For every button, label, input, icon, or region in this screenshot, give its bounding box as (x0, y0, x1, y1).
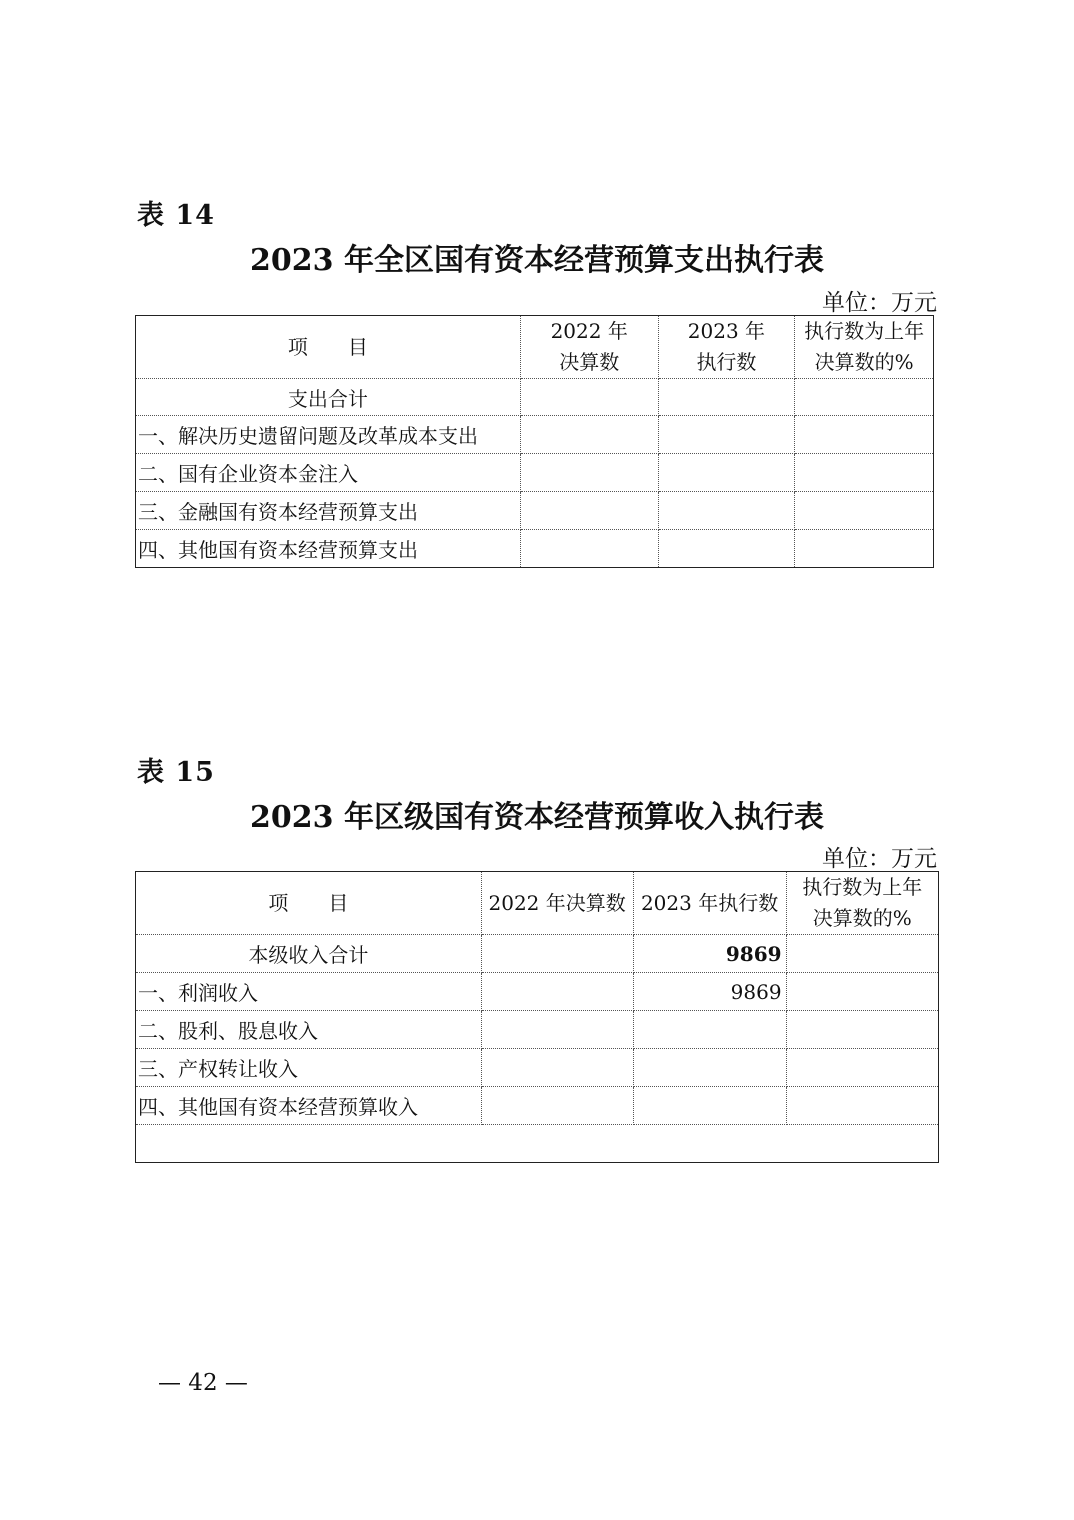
table14-header-row (136, 316, 934, 379)
table14-header-item: 项 目 (136, 316, 521, 379)
row-item: 支出合计 (136, 379, 521, 416)
row-item: 二、国有企业资本金注入 (136, 454, 521, 492)
table15-header-2022: 2022 年决算数 (481, 872, 633, 935)
row-ratio (795, 492, 934, 530)
table14-label: 表 14 (137, 200, 215, 231)
table-row (136, 530, 934, 568)
table-row (136, 1011, 939, 1049)
row-2023 (658, 492, 795, 530)
table14-unit: 单位：万元 (822, 290, 937, 316)
row-item: 四、其他国有资本经营预算收入 (136, 1087, 482, 1125)
row-ratio (795, 416, 934, 454)
table15-unit: 单位：万元 (822, 846, 937, 872)
row-item: 四、其他国有资本经营预算支出 (136, 530, 521, 568)
table-row (136, 935, 939, 973)
row-2022 (520, 492, 658, 530)
row-2023: 9869 (633, 973, 786, 1011)
empty-cell (136, 1125, 939, 1163)
row-2023: 9869 (633, 935, 786, 973)
row-item: 本级收入合计 (136, 935, 482, 973)
row-2022 (520, 416, 658, 454)
row-ratio (786, 1011, 938, 1049)
table-row (136, 379, 934, 416)
table-row (136, 492, 934, 530)
table-row (136, 1049, 939, 1087)
row-2023 (633, 1049, 786, 1087)
row-ratio (786, 1049, 938, 1087)
row-2022 (520, 530, 658, 568)
row-2023 (633, 1011, 786, 1049)
row-2022 (520, 379, 658, 416)
table14-header-ratio-line1: 执行数为上年 (804, 319, 925, 343)
table14-header-2023 (658, 316, 795, 379)
table14 (135, 315, 934, 568)
table15-header-2023: 2023 年执行数 (633, 872, 786, 935)
table-row-empty (136, 1125, 939, 1163)
row-2023 (633, 1087, 786, 1125)
row-2022 (520, 454, 658, 492)
row-ratio (795, 379, 934, 416)
row-2023 (658, 530, 795, 568)
row-ratio (786, 1087, 938, 1125)
table14-header-ratio (795, 316, 934, 379)
table14-header-ratio-line2: 决算数的% (814, 350, 914, 374)
row-ratio (795, 530, 934, 568)
table14-header-2022 (520, 316, 658, 379)
row-ratio (786, 973, 938, 1011)
table15-header-row (136, 872, 939, 935)
row-ratio (786, 935, 938, 973)
page-number: — 42 — (158, 1370, 248, 1396)
table15-header-ratio (786, 872, 938, 935)
table14-header-2022-line2: 决算数 (559, 350, 620, 374)
table-row (136, 1087, 939, 1125)
row-2022 (481, 935, 633, 973)
table15-label: 表 15 (137, 757, 215, 788)
table15-title: 2023 年区级国有资本经营预算收入执行表 (250, 800, 824, 835)
row-2023 (658, 379, 795, 416)
row-2022 (481, 1011, 633, 1049)
table-row (136, 454, 934, 492)
row-2022 (481, 1049, 633, 1087)
table-row (136, 416, 934, 454)
row-item: 一、解决历史遗留问题及改革成本支出 (136, 416, 521, 454)
table15-header-ratio-line1: 执行数为上年 (802, 875, 923, 899)
table14-header-2022-line1: 2022 年 (550, 319, 628, 343)
table14-title: 2023 年全区国有资本经营预算支出执行表 (250, 243, 824, 278)
table14-header-2023-line2: 执行数 (696, 350, 757, 374)
table14-header-2023-line1: 2023 年 (687, 319, 766, 343)
row-2023 (658, 454, 795, 492)
row-item: 三、金融国有资本经营预算支出 (136, 492, 521, 530)
row-2022 (481, 1087, 633, 1125)
row-item: 一、利润收入 (136, 973, 482, 1011)
table15 (135, 871, 939, 1163)
row-item: 二、股利、股息收入 (136, 1011, 482, 1049)
row-item: 三、产权转让收入 (136, 1049, 482, 1087)
table15-header-item: 项 目 (136, 872, 482, 935)
table-row (136, 973, 939, 1011)
row-2022 (481, 973, 633, 1011)
table15-header-ratio-line2: 决算数的% (812, 906, 912, 930)
row-ratio (795, 454, 934, 492)
row-2023 (658, 416, 795, 454)
